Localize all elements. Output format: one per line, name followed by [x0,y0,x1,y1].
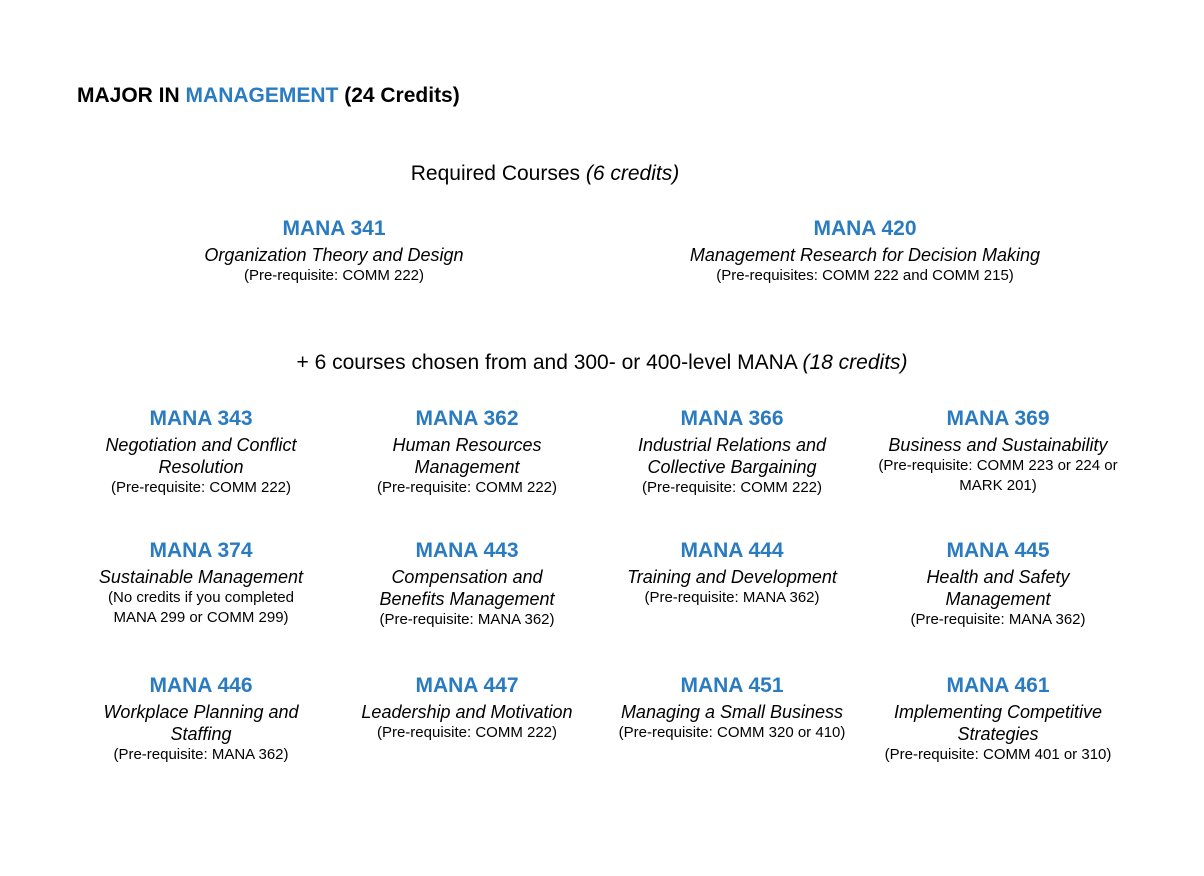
course-prerequisite: (Pre-requisite: MANA 362) [644,589,820,606]
course-code: MANA 366 [680,407,784,430]
elective-credits: (18 credits) [802,351,908,374]
course-code: MANA 446 [149,674,253,697]
course-name: Business and Sustainability [888,435,1108,455]
course-mana-446 [86,674,316,765]
page-title [77,84,460,108]
course-name: Organization Theory and Design [204,245,464,265]
required-courses-heading [0,162,1147,186]
course-prerequisite: (No credits if you completed MANA 299 or COMM 299) [108,589,294,626]
course-mana-341 [164,217,504,286]
course-mana-451 [607,674,857,743]
course-code: MANA 343 [149,407,253,430]
course-mana-461 [873,674,1123,765]
course-mana-444 [607,539,857,608]
course-code: MANA 369 [946,407,1050,430]
course-name: Human Resources Management [392,435,542,477]
course-code: MANA 341 [282,217,386,240]
elective-heading-text: + 6 courses chosen from and 300- or 400-level MANA [296,351,797,374]
course-name: Compensation and Benefits Management [379,567,555,609]
course-code: MANA 420 [813,217,917,240]
course-code: MANA 443 [415,539,519,562]
course-prerequisite: (Pre-requisite: COMM 222) [641,479,823,496]
course-mana-374 [86,539,316,628]
course-prerequisite: (Pre-requisite: MANA 362) [379,611,555,628]
course-prerequisite: (Pre-requisites: COMM 222 and COMM 215) [716,267,1014,284]
course-name: Sustainable Management [98,567,304,587]
required-heading-text: Required Courses [410,162,581,185]
course-code: MANA 445 [946,539,1050,562]
course-name: Industrial Relations and Collective Bargaining [637,435,827,477]
course-mana-366 [616,407,848,498]
course-name: Management Research for Decision Making [689,245,1041,265]
course-name: Managing a Small Business [620,702,844,722]
course-mana-420 [655,217,1075,286]
course-prerequisite: (Pre-requisite: COMM 222) [243,267,425,284]
course-name: Health and Safety Management [926,567,1070,609]
course-name: Implementing Competitive Strategies [893,702,1103,744]
course-name: Leadership and Motivation [361,702,573,722]
course-prerequisite: (Pre-requisite: COMM 223 or 224 or MARK 201) [878,457,1118,494]
course-prerequisite: (Pre-requisite: MANA 362) [910,611,1086,628]
course-code: MANA 362 [415,407,519,430]
title-suffix: (24 Credits) [344,84,460,107]
course-code: MANA 451 [680,674,784,697]
course-prerequisite: (Pre-requisite: COMM 320 or 410) [618,724,846,741]
course-code: MANA 374 [149,539,253,562]
course-code: MANA 461 [946,674,1050,697]
course-prerequisite: (Pre-requisite: COMM 401 or 310) [884,746,1112,763]
course-mana-369 [873,407,1123,496]
elective-courses-heading [0,351,1204,375]
course-name: Negotiation and Conflict Resolution [105,435,297,477]
title-prefix: MAJOR IN [77,84,180,107]
course-code: MANA 444 [680,539,784,562]
course-code: MANA 447 [415,674,519,697]
required-credits: (6 credits) [585,162,680,185]
course-mana-443 [357,539,577,630]
course-prerequisite: (Pre-requisite: COMM 222) [110,479,292,496]
course-prerequisite: (Pre-requisite: COMM 222) [376,724,558,741]
course-name: Training and Development [627,567,837,587]
title-highlight: MANAGEMENT [185,84,339,107]
course-mana-447 [347,674,587,743]
course-mana-343 [86,407,316,498]
course-mana-445 [893,539,1103,630]
course-prerequisite: (Pre-requisite: MANA 362) [113,746,289,763]
course-mana-362 [362,407,572,498]
course-name: Workplace Planning and Staffing [103,702,299,744]
course-prerequisite: (Pre-requisite: COMM 222) [376,479,558,496]
